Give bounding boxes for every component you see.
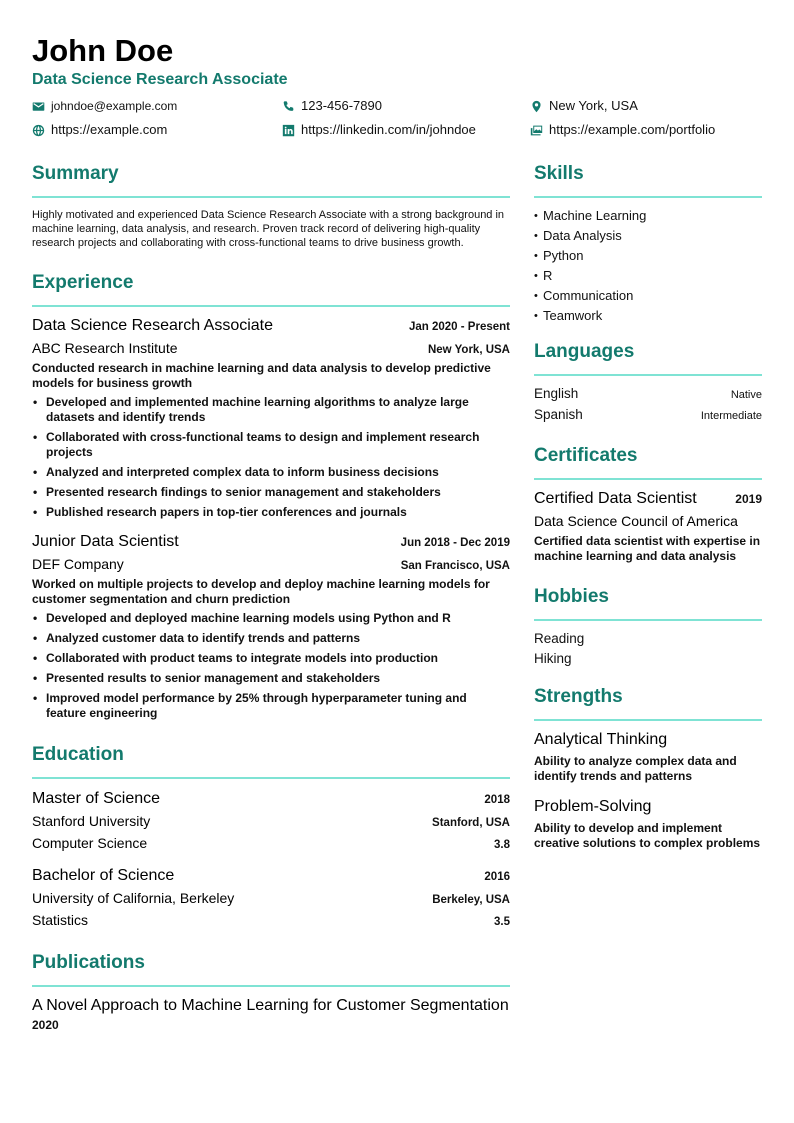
language-row xyxy=(534,384,762,405)
certificate-description: Certified data scientist with expertise in machine learning and data analysis xyxy=(534,534,761,563)
strength-description: Ability to analyze complex data and identify trends and patterns xyxy=(534,754,737,783)
education-school: Stanford University xyxy=(32,813,151,829)
language-name: English xyxy=(534,386,579,401)
language-level: Intermediate xyxy=(700,410,762,422)
hobbies-heading: Hobbies xyxy=(534,585,762,621)
hobbies-section xyxy=(534,585,762,669)
language-row xyxy=(534,405,762,426)
skills-section xyxy=(534,162,762,326)
publication-title: A Novel Approach to Machine Learning for Customer Segmentation xyxy=(32,997,509,1014)
job-company: DEF Company xyxy=(32,556,124,572)
certificate-year: 2019 xyxy=(735,492,762,506)
language-level: Native xyxy=(730,389,762,401)
education-gpa: 3.8 xyxy=(494,839,510,851)
job-entry xyxy=(32,316,510,520)
job-role: Data Science Research Associate xyxy=(32,317,274,334)
education-location: Berkeley, USA xyxy=(432,894,510,906)
languages-heading: Languages xyxy=(534,340,762,376)
job-bullet: • Published research papers in top-tier conferences and journals xyxy=(32,505,510,520)
education-entry xyxy=(32,789,510,852)
portfolio-icon xyxy=(530,124,543,137)
skill-item: • Data Analysis xyxy=(534,226,762,246)
job-bullet: • Analyzed and interpreted complex data to inform business decisions xyxy=(32,465,510,480)
publications-section xyxy=(32,951,510,1032)
job-bullet: • Improved model performance by 25% through hyperparameter tuning and feature engineering xyxy=(32,691,510,721)
job-description: Conducted research in machine learning and data analysis to develop predictive models for business growth xyxy=(32,361,491,390)
certificate-entry xyxy=(534,489,762,564)
publication-entry xyxy=(32,996,510,1032)
job-dates: Jun 2018 - Dec 2019 xyxy=(400,537,510,549)
linkedin-link[interactable]: https://linkedin.com/in/johndoe xyxy=(301,122,476,137)
skills-list xyxy=(534,206,762,326)
education-gpa: 3.5 xyxy=(494,916,510,928)
contact-location xyxy=(530,98,638,114)
hobby-item: Hiking xyxy=(534,651,572,666)
skill-item: • Python xyxy=(534,246,762,266)
contact-website[interactable] xyxy=(32,122,167,138)
email-text: johndoe@example.com xyxy=(51,99,178,113)
job-bullet: • Developed and deployed machine learning models using Python and R xyxy=(32,611,510,626)
education-degree: Master of Science xyxy=(32,790,161,807)
education-heading: Education xyxy=(32,743,510,779)
skill-item: • Teamwork xyxy=(534,306,762,326)
job-location: San Francisco, USA xyxy=(400,560,510,572)
education-section xyxy=(32,743,510,929)
phone-icon xyxy=(282,100,295,113)
globe-icon xyxy=(32,124,45,137)
certificates-heading: Certificates xyxy=(534,444,762,480)
experience-heading: Experience xyxy=(32,271,510,307)
job-dates: Jan 2020 - Present xyxy=(408,321,510,333)
summary-heading: Summary xyxy=(32,162,510,198)
linkedin-icon xyxy=(282,124,295,137)
strength-entry xyxy=(534,797,762,851)
portfolio-link[interactable]: https://example.com/portfolio xyxy=(549,122,716,137)
right-column xyxy=(534,162,762,851)
education-degree: Bachelor of Science xyxy=(32,867,175,884)
summary-section xyxy=(32,162,510,250)
job-description: Worked on multiple projects to develop and deploy machine learning models for customer segmentation and churn prediction xyxy=(32,577,490,606)
candidate-title: Data Science Research Associate xyxy=(32,71,288,88)
experience-section xyxy=(32,271,510,721)
contact-portfolio[interactable] xyxy=(530,122,715,138)
job-entry xyxy=(32,532,510,721)
job-bullet: • Presented results to senior management and stakeholders xyxy=(32,671,510,686)
job-bullet: • Collaborated with cross-functional teams to design and implement research projects xyxy=(32,430,510,460)
languages-section xyxy=(534,340,762,426)
strengths-section xyxy=(534,685,762,851)
skills-heading: Skills xyxy=(534,162,762,198)
certificate-issuer: Data Science Council of America xyxy=(534,513,738,529)
email-icon xyxy=(32,100,45,113)
strengths-heading: Strengths xyxy=(534,685,762,721)
job-bullet: • Developed and implemented machine learning algorithms to analyze large datasets and identify trends xyxy=(32,395,510,425)
contact-email[interactable] xyxy=(32,98,177,114)
job-bullet: • Collaborated with product teams to integrate models into production xyxy=(32,651,510,666)
skill-item: • Communication xyxy=(534,286,762,306)
skill-item: • R xyxy=(534,266,762,286)
certificate-name: Certified Data Scientist xyxy=(534,490,697,507)
location-text: New York, USA xyxy=(549,98,638,113)
education-school: University of California, Berkeley xyxy=(32,890,235,906)
education-year: 2016 xyxy=(484,871,510,883)
education-field: Statistics xyxy=(32,912,89,928)
job-bullets xyxy=(32,395,510,520)
phone-text: 123-456-7890 xyxy=(301,98,382,113)
certificates-section xyxy=(534,444,762,564)
education-location: Stanford, USA xyxy=(432,817,510,829)
contact-linkedin[interactable] xyxy=(282,122,476,138)
education-entry xyxy=(32,866,510,929)
job-bullet: • Analyzed customer data to identify trends and patterns xyxy=(32,631,510,646)
job-bullet: • Presented research findings to senior management and stakeholders xyxy=(32,485,510,500)
candidate-name: John Doe xyxy=(32,33,174,68)
map-pin-icon xyxy=(530,100,543,113)
strength-description: Ability to develop and implement creative solutions to complex problems xyxy=(534,821,761,850)
job-company: ABC Research Institute xyxy=(32,340,178,356)
website-link[interactable]: https://example.com xyxy=(51,122,168,137)
hobby-item: Reading xyxy=(534,631,585,646)
job-location: New York, USA xyxy=(427,344,510,356)
left-column xyxy=(32,162,510,1032)
strength-name: Analytical Thinking xyxy=(534,731,668,748)
education-field: Computer Science xyxy=(32,835,148,851)
education-year: 2018 xyxy=(484,794,510,806)
publications-heading: Publications xyxy=(32,951,510,987)
language-name: Spanish xyxy=(534,407,583,422)
skill-item: • Machine Learning xyxy=(534,206,762,226)
summary-text: Highly motivated and experienced Data Science Research Associate with a strong background in machine learning, data analysis, and research. Proven track record of delivering high-quality research projects and collaborating with cross-functional teams to drive business growth. xyxy=(32,209,505,249)
job-role: Junior Data Scientist xyxy=(32,533,179,550)
strength-name: Problem-Solving xyxy=(534,798,652,815)
strength-entry xyxy=(534,730,762,784)
job-bullets xyxy=(32,611,510,721)
contact-phone[interactable] xyxy=(282,98,382,114)
publication-date: 2020 xyxy=(32,1018,59,1032)
